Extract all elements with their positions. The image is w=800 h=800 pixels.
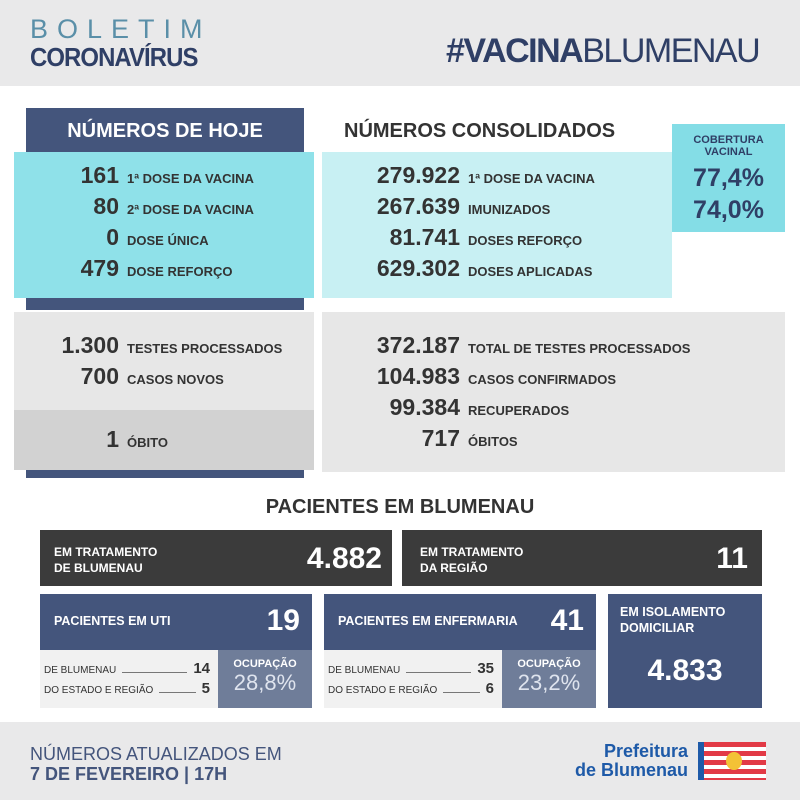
- pacientes-title: PACIENTES EM BLUMENAU: [265, 496, 535, 518]
- cobertura-title-1: COBERTURA: [693, 134, 764, 146]
- update-date: 7 DE FEVEREIRO | 17H: [30, 764, 228, 784]
- stat-value: 479: [80, 255, 119, 281]
- stat-value: 279.922: [376, 162, 460, 188]
- occupancy-label: OCUPAÇÃO: [517, 658, 581, 670]
- tratamento-regiao-value: 11: [716, 542, 748, 575]
- hashtag: [446, 32, 759, 71]
- obito-label: ÓBITO: [127, 435, 168, 450]
- label: DOMICILIAR: [620, 621, 695, 635]
- hoje-vacina-box: [14, 152, 314, 298]
- hoje-obito-box: [14, 410, 314, 470]
- hashtag-bold: #VACINA: [446, 32, 583, 70]
- cobertura-box: [672, 124, 785, 232]
- estado-label: DO ESTADO E REGIÃO: [44, 685, 154, 696]
- stat-value: 104.983: [376, 363, 460, 389]
- stat-label: DOSE REFORÇO: [127, 264, 233, 279]
- enfermaria-box: [324, 594, 596, 708]
- stat-label: DOSES APLICADAS: [468, 264, 593, 279]
- hoje-testes-row: [14, 332, 314, 363]
- tratamento-regiao-box: [402, 530, 762, 586]
- occupancy-label: OCUPAÇÃO: [233, 658, 297, 670]
- consolidados-vacina-box: [322, 152, 672, 298]
- flag-icon: [698, 742, 766, 780]
- stat-label: TESTES PROCESSADOS: [127, 341, 283, 356]
- tratamento-blumenau-box: [40, 530, 392, 586]
- stat-label: IMUNIZADOS: [468, 202, 551, 217]
- label: DE BLUMENAU: [54, 561, 143, 575]
- consolidados-vacina-row: [322, 193, 672, 224]
- stat-label: 1ª DOSE DA VACINA: [127, 171, 254, 186]
- label: EM TRATAMENTO: [54, 545, 158, 559]
- stat-value: 717: [421, 425, 460, 451]
- blumenau-value: 35: [477, 660, 494, 677]
- consolidados-title: NÚMEROS CONSOLIDADOS: [344, 120, 616, 142]
- stat-value: 629.302: [376, 255, 460, 281]
- stat-label: DOSE ÚNICA: [127, 233, 209, 248]
- cobertura-value-2: 74,0%: [693, 196, 764, 224]
- isolamento-value: 4.833: [647, 654, 723, 687]
- logo-text: Prefeitura: [603, 741, 688, 761]
- consolidados-vacina-row: [322, 162, 672, 193]
- occupancy-value: 28,8%: [233, 670, 297, 695]
- hashtag-light: BLUMENAU: [582, 32, 760, 70]
- cobertura-value-1: 77,4%: [693, 164, 764, 192]
- estado-value: 6: [485, 680, 494, 697]
- update-label: NÚMEROS ATUALIZADOS EM: [30, 744, 282, 764]
- stat-value: 267.639: [376, 193, 460, 219]
- stat-label: RECUPERADOS: [468, 403, 570, 418]
- stat-label: CASOS CONFIRMADOS: [468, 372, 617, 387]
- label: EM ISOLAMENTO: [620, 605, 726, 619]
- hoje-vacina-row: [14, 162, 314, 193]
- coronavirus-title: CORONAVÍRUS: [30, 42, 198, 72]
- consolidados-vacina-row: [322, 255, 672, 286]
- isolamento-box: [608, 594, 762, 708]
- stat-value: 0: [106, 224, 119, 250]
- stat-label: 2ª DOSE DA VACINA: [127, 202, 254, 217]
- label: EM TRATAMENTO: [420, 545, 524, 559]
- hoje-title: NÚMEROS DE HOJE: [67, 120, 263, 142]
- coat-of-arms-icon: [726, 752, 742, 770]
- stat-value: 99.384: [389, 394, 460, 420]
- logo-text: de Blumenau: [574, 760, 688, 780]
- consolidados-testes-row: [322, 332, 785, 363]
- consolidados-testes-row: [322, 363, 785, 394]
- blumenau-value: 14: [193, 660, 210, 677]
- ward-value: 41: [550, 604, 584, 637]
- stat-label: ÓBITOS: [468, 434, 518, 449]
- stat-label: DOSES REFORÇO: [468, 233, 583, 248]
- stat-value: 81.741: [389, 224, 460, 250]
- obito-value: 1: [106, 426, 119, 452]
- consolidados-testes-row: [322, 394, 785, 425]
- estado-value: 5: [201, 680, 210, 697]
- blumenau-label: DE BLUMENAU: [44, 665, 117, 676]
- label: DA REGIÃO: [420, 561, 488, 575]
- stat-value: 161: [80, 162, 119, 188]
- stat-value: 1.300: [61, 332, 119, 358]
- stat-label: 1ª DOSE DA VACINA: [468, 171, 595, 186]
- uti-box: [40, 594, 312, 708]
- blumenau-label: DE BLUMENAU: [328, 665, 401, 676]
- hoje-vacina-row: [14, 224, 314, 255]
- hoje-vacina-row: [14, 193, 314, 224]
- stat-label: TOTAL DE TESTES PROCESSADOS: [468, 341, 691, 356]
- ward-title: PACIENTES EM ENFERMARIA: [338, 614, 518, 628]
- ward-title: PACIENTES EM UTI: [54, 614, 171, 628]
- stat-label: CASOS NOVOS: [127, 372, 224, 387]
- tratamento-blumenau-value: 4.882: [306, 542, 382, 575]
- hoje-testes-row: [14, 363, 314, 394]
- stat-value: 80: [93, 193, 119, 219]
- stat-value: 372.187: [376, 332, 460, 358]
- consolidados-testes-row: [322, 425, 785, 456]
- occupancy-value: 23,2%: [517, 670, 581, 695]
- boletim-title: BOLETIM: [30, 14, 212, 44]
- consolidados-testes-box: [322, 312, 785, 472]
- estado-label: DO ESTADO E REGIÃO: [328, 685, 438, 696]
- cobertura-title-2: VACINAL: [704, 146, 753, 158]
- ward-value: 19: [266, 604, 300, 637]
- consolidados-vacina-row: [322, 224, 672, 255]
- prefeitura-logo: [572, 742, 688, 780]
- hoje-vacina-row: [14, 255, 314, 286]
- update-info: [30, 744, 282, 784]
- stat-value: 700: [80, 363, 119, 389]
